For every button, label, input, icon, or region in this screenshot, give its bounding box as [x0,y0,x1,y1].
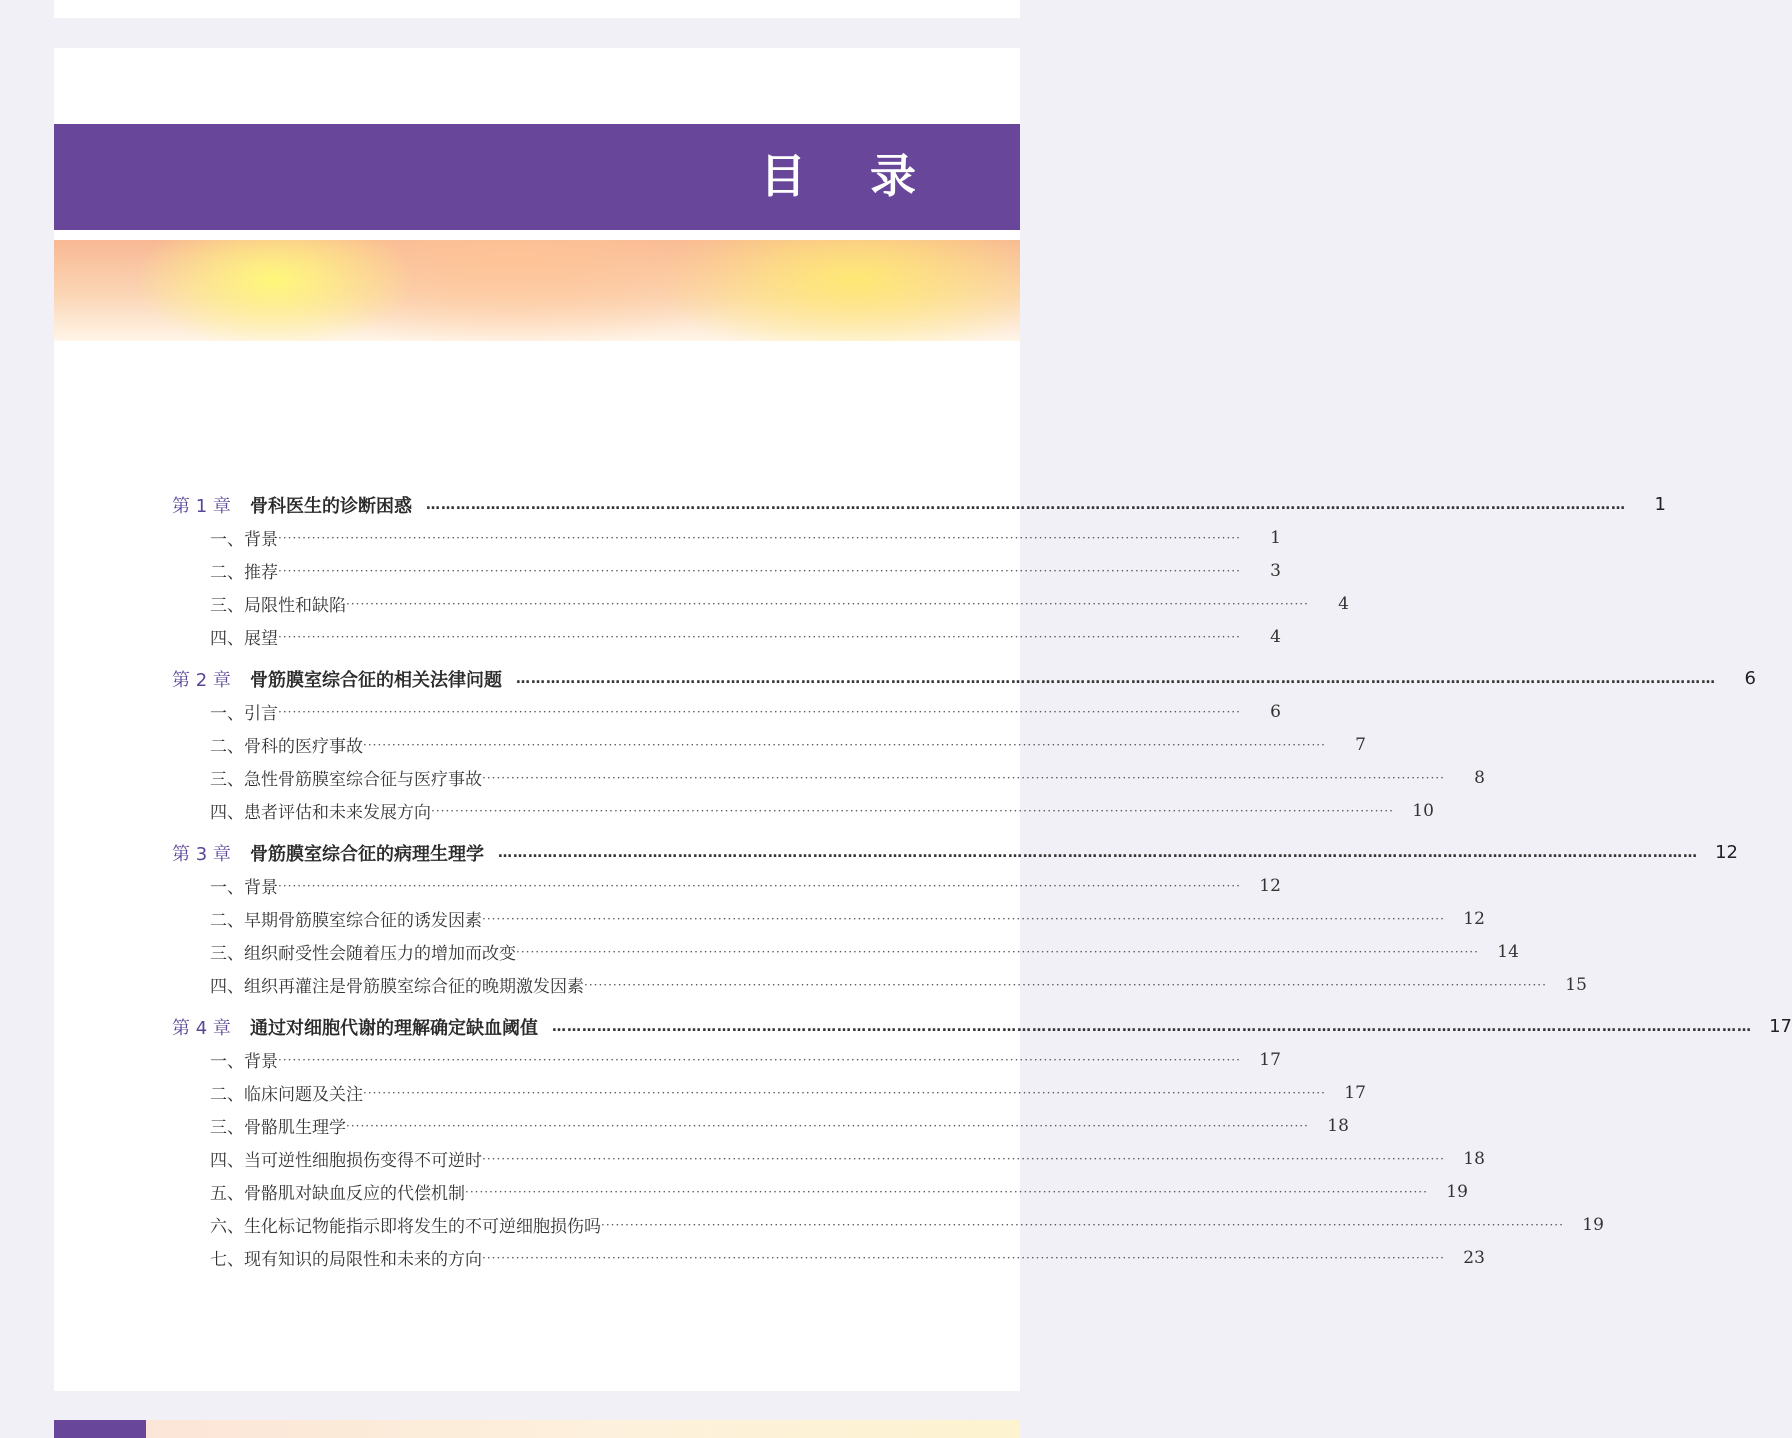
leader-dots: ········································································································································································································ [482,911,1445,926]
section-page-number: 18 [1327,1115,1349,1136]
section-title: 一、引言 [210,704,278,724]
section-title: 三、骨骼肌生理学 [210,1118,346,1138]
toc-chapter-entry[interactable] [172,1010,1792,1043]
section-title: 四、当可逆性细胞损伤变得不可逆时 [210,1151,482,1171]
section-page-number: 8 [1474,767,1485,788]
section-title: 一、背景 [210,878,278,898]
chapter-page-number: 12 [1715,842,1738,863]
leader-dots: ········································································································································································································ [482,770,1445,785]
chapter-title: 骨筋膜室综合征的病理生理学 [250,843,484,865]
decorative-gradient-band [54,240,1020,341]
previous-page-edge [54,0,1020,18]
section-page-number: 23 [1463,1247,1485,1268]
section-page-number: 3 [1270,560,1281,581]
section-page-number: 10 [1412,800,1434,821]
toc-section-entry[interactable] [172,1142,1485,1175]
section-page-number: 15 [1565,974,1587,995]
page-title: 目录 [760,149,980,203]
leader-dots: ········································································································································································································ [278,878,1241,893]
leader-dots: ········································································································································································································ [278,704,1241,719]
section-page-number: 17 [1344,1082,1366,1103]
chapter-title: 骨筋膜室综合征的相关法律问题 [250,669,502,691]
section-title: 三、组织耐受性会随着压力的增加而改变 [210,944,516,964]
section-page-number: 19 [1446,1181,1468,1202]
leader-dots: ········································································································································································································ [601,1217,1564,1232]
leader-dots: …………………………………………………………………………………………………………………………………………………………………………………………………………………… [516,670,1716,687]
leader-dots: …………………………………………………………………………………………………………………………………………………………………………………………………………………… [498,844,1698,861]
section-page-number: 6 [1270,701,1281,722]
section-title: 一、背景 [210,530,278,550]
section-page-number: 12 [1463,908,1485,929]
toc-section-entry[interactable] [172,1043,1281,1076]
section-title: 五、骨骼肌对缺血反应的代偿机制 [210,1184,465,1204]
toc-chapter-entry[interactable] [172,662,1756,695]
section-title: 四、展望 [210,629,278,649]
section-title: 二、骨科的医疗事故 [210,737,363,757]
leader-dots: ········································································································································································································ [516,944,1479,959]
section-page-number: 18 [1463,1148,1485,1169]
section-page-number: 14 [1497,941,1519,962]
section-page-number: 17 [1259,1049,1281,1070]
toc-section-entry[interactable] [172,554,1281,587]
chapter-gap [172,1001,966,1010]
section-page-number: 19 [1582,1214,1604,1235]
section-page-number: 4 [1338,593,1349,614]
toc-section-entry[interactable] [172,761,1485,794]
leader-dots: ········································································································································································································ [346,596,1309,611]
section-page-number: 4 [1270,626,1281,647]
section-title: 四、患者评估和未来发展方向 [210,803,431,823]
leader-dots: ········································································································································································································ [278,1052,1241,1067]
title-banner [54,124,1020,230]
toc-section-entry[interactable] [172,728,1366,761]
chapter-page-number: 1 [1654,494,1666,515]
next-page-edge [54,1420,1020,1438]
section-title: 六、生化标记物能指示即将发生的不可逆细胞损伤吗 [210,1217,601,1237]
chapter-number: 第 2 章 [172,669,231,691]
toc-section-entry[interactable] [172,869,1281,902]
section-title: 二、早期骨筋膜室综合征的诱发因素 [210,911,482,931]
document-page [54,48,1792,1391]
section-title: 七、现有知识的局限性和未来的方向 [210,1250,482,1270]
chapter-page-number: 17 [1769,1016,1792,1037]
leader-dots: ········································································································································································································ [363,737,1326,752]
chapter-title: 通过对细胞代谢的理解确定缺血阈值 [250,1017,538,1039]
toc-section-entry[interactable] [172,521,1281,554]
chapter-number: 第 3 章 [172,843,231,865]
table-of-contents [172,488,1792,1274]
leader-dots: ········································································································································································································ [278,629,1241,644]
toc-section-entry[interactable] [172,1208,1604,1241]
leader-dots: ········································································································································································································ [346,1118,1309,1133]
section-title: 一、背景 [210,1052,278,1072]
chapter-gap [172,827,966,836]
chapter-gap [172,653,966,662]
toc-section-entry[interactable] [172,794,1434,827]
toc-section-entry[interactable] [172,1241,1485,1274]
leader-dots: ········································································································································································································ [431,803,1394,818]
toc-section-entry[interactable] [172,620,1281,653]
toc-section-entry[interactable] [172,968,1587,1001]
leader-dots: ········································································································································································································ [465,1184,1428,1199]
chapter-title: 骨科医生的诊断困惑 [250,495,412,517]
toc-section-entry[interactable] [172,1175,1468,1208]
chapter-number: 第 1 章 [172,495,231,517]
section-page-number: 1 [1270,527,1281,548]
leader-dots: ········································································································································································································ [482,1250,1445,1265]
toc-section-entry[interactable] [172,902,1485,935]
chapter-number: 第 4 章 [172,1017,231,1039]
toc-section-entry[interactable] [172,1109,1349,1142]
leader-dots: ········································································································································································································ [363,1085,1326,1100]
toc-chapter-entry[interactable] [172,488,1666,521]
toc-section-entry[interactable] [172,587,1349,620]
section-title: 四、组织再灌注是骨筋膜室综合征的晚期激发因素 [210,977,584,997]
section-page-number: 12 [1259,875,1281,896]
section-title: 二、推荐 [210,563,278,583]
leader-dots: ········································································································································································································ [584,977,1547,992]
section-title: 三、局限性和缺陷 [210,596,346,616]
toc-section-entry[interactable] [172,695,1281,728]
leader-dots: …………………………………………………………………………………………………………………………………………………………………………………………………………………… [552,1018,1752,1035]
toc-section-entry[interactable] [172,935,1519,968]
section-title: 二、临床问题及关注 [210,1085,363,1105]
section-title: 三、急性骨筋膜室综合征与医疗事故 [210,770,482,790]
toc-section-entry[interactable] [172,1076,1366,1109]
chapter-page-number: 6 [1744,668,1756,689]
leader-dots: …………………………………………………………………………………………………………………………………………………………………………………………………………………… [426,496,1626,513]
next-page-accent [54,1420,146,1438]
leader-dots: ········································································································································································································ [278,563,1241,578]
leader-dots: ········································································································································································································ [482,1151,1445,1166]
section-page-number: 7 [1355,734,1366,755]
leader-dots: ········································································································································································································ [278,530,1241,545]
toc-chapter-entry[interactable] [172,836,1738,869]
